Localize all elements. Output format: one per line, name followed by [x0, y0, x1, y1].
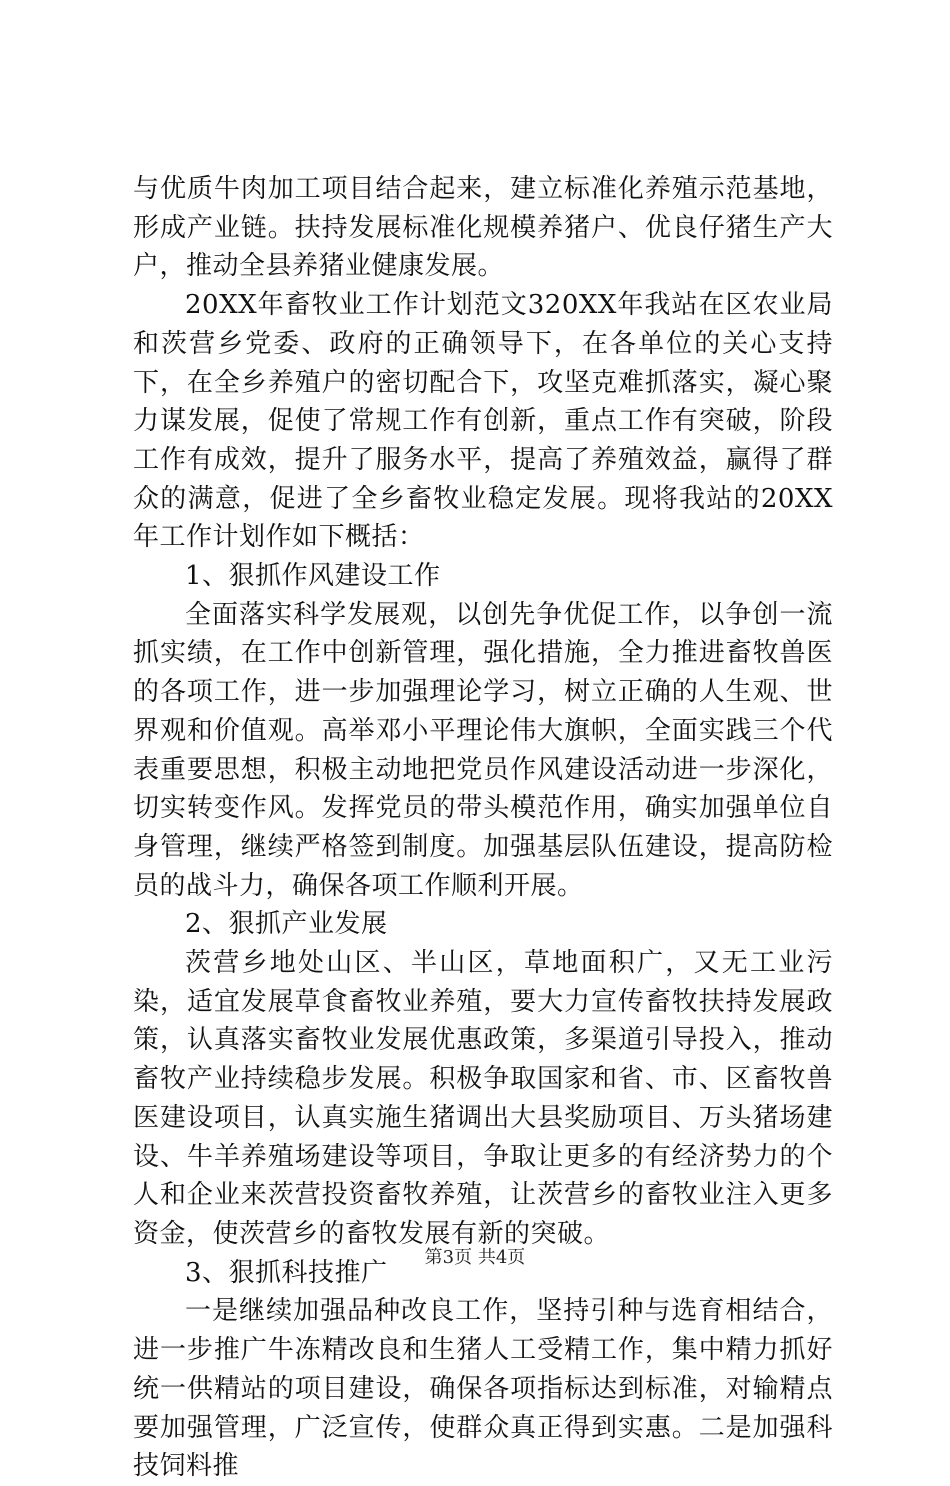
document-body	[133, 170, 833, 1486]
paragraph-section-1: 全面落实科学发展观，以创先争优促工作，以争创一流抓实绩，在工作中创新管理，强化措施，全力推进畜牧兽医的各项工作，进一步加强理论学习，树立正确的人生观、世界观和价值观。高举邓小平理论伟大旗帜，全面实践三个代表重要思想，积极主动地把党员作风建设活动进一步深化，切实转变作风。发挥党员的带头模范作用，确实加强单位自身管理，继续严格签到制度。加强基层队伍建设，提高防检员的战斗力，确保各项工作顺利开展。	[133, 599, 833, 901]
section-heading-2: 2、狠抓产业发展	[185, 909, 388, 940]
paragraph-section-3: 一是继续加强品种改良工作，坚持引种与选育相结合，进一步推广牛冻精改良和生猪人工受精工作，集中精力抓好统一供精站的项目建设，确保各项指标达到标准，对输精点要加强管理，广泛宣传，使群众真正得到实惠。二是加强科技饲料推	[133, 1296, 833, 1482]
paragraph-continuation: 与优质牛肉加工项目结合起来，建立标准化养殖示范基地，形成产业链。扶持发展标准化规模养猪户、优良仔猪生产大户，推动全县养猪业健康发展。	[133, 174, 833, 282]
page-number-label: 第3页 共4页	[424, 1247, 526, 1268]
section-heading-3: 3、狠抓科技推广	[185, 1257, 388, 1288]
page-footer	[0, 1243, 950, 1269]
paragraph-section-2: 茨营乡地处山区、半山区，草地面积广，又无工业污染，适宜发展草食畜牧业养殖，要大力宣传畜牧扶持发展政策，认真落实畜牧业发展优惠政策，多渠道引导投入，推动畜牧产业持续稳步发展。积极争取国家和省、市、区畜牧兽医建设项目，认真实施生猪调出大县奖励项目、万头猪场建设、牛羊养殖场建设等项目，争取让更多的有经济势力的个人和企业来茨营投资畜牧养殖，让茨营乡的畜牧业注入更多资金，使茨营乡的畜牧发展有新的突破。	[133, 948, 833, 1249]
section-heading-1: 1、狠抓作风建设工作	[185, 561, 441, 592]
paragraph-intro: 20XX年畜牧业工作计划范文320XX年我站在区农业局和茨营乡党委、政府的正确领导下，在各单位的关心支持下，在全乡养殖户的密切配合下，攻坚克难抓落实，凝心聚力谋发展，促使了常规工作有创新，重点工作有突破，阶段工作有成效，提升了服务水平，提高了养殖效益，赢得了群众的满意，促进了全乡畜牧业稳定发展。现将我站的20XX年工作计划作如下概括：	[133, 290, 833, 553]
